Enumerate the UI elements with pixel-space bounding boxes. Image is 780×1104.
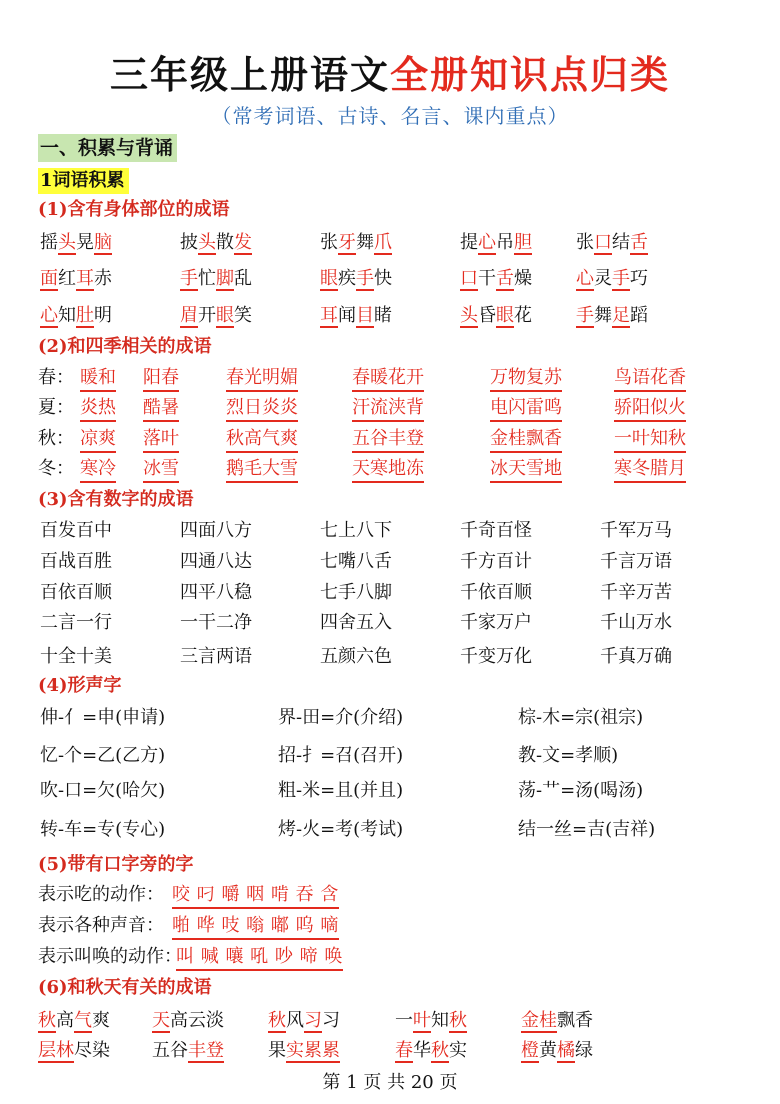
- page-footer: 第 1 页 共 20 页: [322, 1072, 458, 1093]
- phonetic-item: 烤-火=考(考试): [278, 819, 404, 840]
- number-idiom: 四舍五入: [320, 612, 392, 633]
- phonetic-item: 招-扌=召(召开): [278, 745, 404, 766]
- body-idiom: 耳闻目睹: [320, 305, 392, 326]
- phonetic-item: 转-车=专(专心): [40, 819, 166, 840]
- autumn-idiom: 金桂飘香: [521, 1010, 593, 1031]
- body-idiom: 眼疾手快: [320, 268, 392, 289]
- season-idiom: 天寒地冻: [352, 457, 424, 483]
- phonetic-item: 伸-亻=申(申请): [40, 707, 166, 728]
- season-idiom: 鸟语花香: [614, 366, 686, 392]
- heading-vocabulary: 1词语积累: [38, 168, 129, 194]
- number-idiom: 千辛万苦: [600, 582, 672, 603]
- season-idiom: 五谷丰登: [352, 427, 424, 453]
- section-number-idioms: (3)含有数字的成语: [38, 489, 194, 510]
- number-idiom: 四平八稳: [180, 582, 252, 603]
- phonetic-item: 棕-木=宗(祖宗): [518, 707, 644, 728]
- phonetic-item: 粗-米=且(并且): [278, 780, 404, 801]
- title-red: 全册知识点归类: [390, 52, 671, 97]
- section-body-idioms: (1)含有身体部位的成语: [38, 199, 230, 220]
- season-idiom: 烈日炎炎: [226, 396, 298, 422]
- season-idiom: 落叶: [143, 427, 179, 453]
- section-mouth-radical: (5)带有口字旁的字: [38, 854, 194, 875]
- body-idiom: 披头散发: [180, 232, 252, 253]
- number-idiom: 二言一行: [40, 612, 112, 633]
- mouth-chars: 叫 喊 嚷 吼 吵 啼 唤: [176, 945, 343, 971]
- autumn-idiom: 秋风习习: [268, 1010, 340, 1031]
- number-idiom: 千变万化: [460, 646, 532, 667]
- season-idiom: 冰天雪地: [490, 457, 562, 483]
- autumn-idiom: 一叶知秋: [395, 1010, 467, 1031]
- body-idiom: 手舞足蹈: [576, 305, 648, 326]
- season-idiom: 酷暑: [143, 396, 179, 422]
- phonetic-item: 忆-个=乙(乙方): [40, 745, 166, 766]
- body-idiom: 眉开眼笑: [180, 305, 252, 326]
- number-idiom: 五颜六色: [320, 646, 392, 667]
- number-idiom: 千真万确: [600, 646, 672, 667]
- autumn-idiom: 橙黄橘绿: [521, 1040, 593, 1061]
- section-phonetic: (4)形声字: [38, 675, 122, 696]
- autumn-idiom: 春华秋实: [395, 1040, 467, 1061]
- season-idiom: 电闪雷鸣: [490, 396, 562, 422]
- body-idiom: 张口结舌: [576, 232, 648, 253]
- number-idiom: 七手八脚: [320, 582, 392, 603]
- season-label: 秋：: [38, 428, 74, 449]
- number-idiom: 一干二净: [180, 612, 252, 633]
- body-idiom: 面红耳赤: [40, 268, 112, 289]
- number-idiom: 三言两语: [180, 646, 252, 667]
- body-idiom: 手忙脚乱: [180, 268, 252, 289]
- mouth-label: 表示叫唤的动作：: [38, 946, 182, 967]
- season-idiom: 阳春: [143, 366, 179, 392]
- number-idiom: 千奇百怪: [460, 520, 532, 541]
- autumn-idiom: 五谷丰登: [152, 1040, 224, 1061]
- mouth-label: 表示吃的动作：: [38, 884, 164, 905]
- season-idiom: 鹅毛大雪: [226, 457, 298, 483]
- number-idiom: 千方百计: [460, 551, 532, 572]
- season-idiom: 金桂飘香: [490, 427, 562, 453]
- season-label: 夏：: [38, 397, 74, 418]
- number-idiom: 千山万水: [600, 612, 672, 633]
- body-idiom: 提心吊胆: [460, 232, 532, 253]
- number-idiom: 七上八下: [320, 520, 392, 541]
- season-idiom: 凉爽: [80, 427, 116, 453]
- mouth-chars: 咬 叼 嚼 咽 啃 吞 含: [172, 883, 339, 909]
- page-subtitle: （常考词语、古诗、名言、课内重点）: [211, 104, 569, 128]
- body-idiom: 心知肚明: [40, 305, 112, 326]
- autumn-idiom: 秋高气爽: [38, 1010, 110, 1031]
- phonetic-item: 荡-艹=汤(喝汤): [518, 780, 644, 801]
- heading-accumulation: 一、积累与背诵: [38, 134, 177, 162]
- season-label: 春：: [38, 367, 74, 388]
- phonetic-item: 界-田=介(介绍): [278, 707, 404, 728]
- season-idiom: 寒冷: [80, 457, 116, 483]
- season-idiom: 一叶知秋: [614, 427, 686, 453]
- number-idiom: 百依百顺: [40, 582, 112, 603]
- section-autumn-idioms: (6)和秋天有关的成语: [38, 977, 212, 998]
- number-idiom: 十全十美: [40, 646, 112, 667]
- season-idiom: 万物复苏: [490, 366, 562, 392]
- autumn-idiom: 层林尽染: [38, 1040, 110, 1061]
- section-season-idioms: (2)和四季相关的成语: [38, 336, 212, 357]
- number-idiom: 百战百胜: [40, 551, 112, 572]
- mouth-label: 表示各种声音：: [38, 915, 164, 936]
- phonetic-item: 吹-口=欠(哈欠): [40, 780, 166, 801]
- autumn-idiom: 天高云淡: [152, 1010, 224, 1031]
- number-idiom: 千家万户: [460, 612, 532, 633]
- season-idiom: 秋高气爽: [226, 427, 298, 453]
- season-idiom: 骄阳似火: [614, 396, 686, 422]
- number-idiom: 四面八方: [180, 520, 252, 541]
- phonetic-item: 教-文=孝顺): [518, 745, 619, 766]
- number-idiom: 七嘴八舌: [320, 551, 392, 572]
- body-idiom: 张牙舞爪: [320, 232, 392, 253]
- season-idiom: 汗流浃背: [352, 396, 424, 422]
- number-idiom: 千言万语: [600, 551, 672, 572]
- season-idiom: 冰雪: [143, 457, 179, 483]
- title-black: 三年级上册语文: [109, 52, 390, 97]
- number-idiom: 四通八达: [180, 551, 252, 572]
- number-idiom: 百发百中: [40, 520, 112, 541]
- number-idiom: 千依百顺: [460, 582, 532, 603]
- season-idiom: 春光明媚: [226, 366, 298, 392]
- season-idiom: 炎热: [80, 396, 116, 422]
- page-title: [0, 44, 780, 99]
- number-idiom: 千军万马: [600, 520, 672, 541]
- body-idiom: 口干舌燥: [460, 268, 532, 289]
- body-idiom: 心灵手巧: [576, 268, 648, 289]
- season-label: 冬：: [38, 458, 74, 479]
- season-idiom: 春暖花开: [352, 366, 424, 392]
- autumn-idiom: 果实累累: [268, 1040, 340, 1061]
- season-idiom: 暖和: [80, 366, 116, 392]
- season-idiom: 寒冬腊月: [614, 457, 686, 483]
- body-idiom: 摇头晃脑: [40, 232, 112, 253]
- body-idiom: 头昏眼花: [460, 305, 532, 326]
- mouth-chars: 啪 哗 吱 嗡 嘟 呜 嘀: [172, 914, 339, 940]
- phonetic-item: 结一丝=吉(吉祥): [518, 819, 656, 840]
